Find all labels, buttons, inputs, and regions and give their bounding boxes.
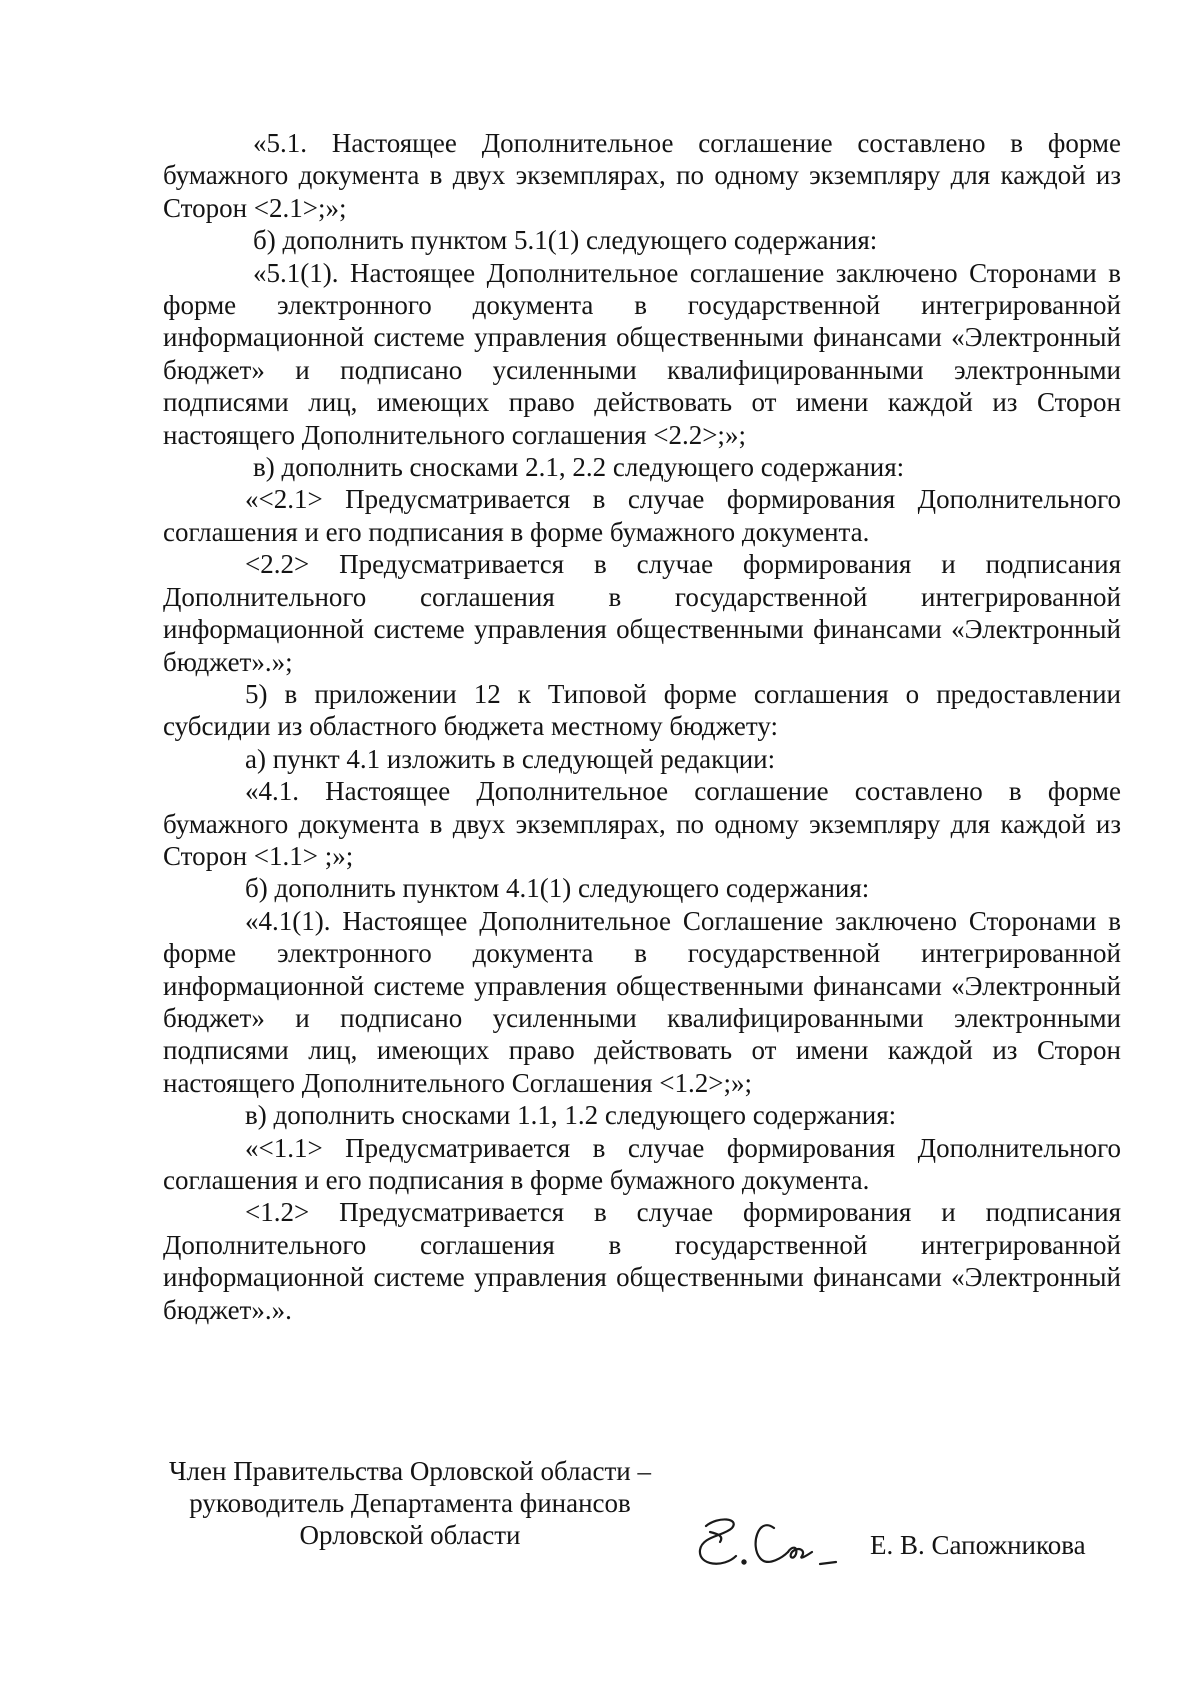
paragraph-add-footnotes-2: в) дополнить сносками 2.1, 2.2 следующего содержания: (253, 452, 905, 483)
signatory-position-line: Член Правительства Орловской области – (168, 1456, 651, 1486)
paragraph-4-1-text: «4.1. Настоящее Дополнительное соглашение составлено в форме бумажного документа в двух экземплярах, по одному экземпляру для каждой из Сторон <1.1> ;»; (163, 776, 1121, 871)
signatory-position-line: Орловской области (299, 1520, 521, 1550)
paragraph-5-1-text: «5.1. Настоящее Дополнительное соглашение составлено в форме бумажного документа в двух экземплярах, по одному экземпляру для каждой из Сторон <2.1>;»; (163, 128, 1121, 223)
paragraph-4-1-edit: а) пункт 4.1 изложить в следующей редакции: (245, 743, 776, 774)
document-body (163, 127, 1121, 1326)
footnote-2-2: <2.2> Предусматривается в случае формирования и подписания Дополнительного соглашения в государственной интегрированной информационной системе управления общественными финансами «Электронный бюджет».»; (163, 549, 1121, 677)
signatory-name: Е. В. Сапожникова (870, 1530, 1086, 1560)
signatory-position (140, 1455, 680, 1551)
paragraph-add-4-1-1: б) дополнить пунктом 4.1(1) следующего содержания: (245, 873, 870, 904)
paragraph-add-5-1-1: б) дополнить пунктом 5.1(1) следующего содержания: (253, 225, 878, 256)
paragraph-add-footnotes-1: в) дополнить сносками 1.1, 1.2 следующего содержания: (245, 1100, 897, 1131)
signatory-position-line: руководитель Департамента финансов (189, 1488, 631, 1518)
paragraph-5-1-1-text: «5.1(1). Настоящее Дополнительное соглашение заключено Сторонами в форме электронного документа в государственной интегрированной информационной системе управления общественными финансами «Электронный бюджет» и подписано усиленными квалифицированными электронными подписями лиц, имеющих право действовать от имени каждой из Сторон настоящего Дополнительного соглашения <2.2>;»; (163, 257, 1121, 450)
handwritten-signature (688, 1506, 848, 1578)
footnote-1-2: <1.2> Предусматривается в случае формирования и подписания Дополнительного соглашения в государственной интегрированной информационной системе управления общественными финансами «Электронный бюджет».». (163, 1197, 1121, 1325)
footnote-1-1: «<1.1> Предусматривается в случае формирования Дополнительного соглашения и его подписания в форме бумажного документа. (163, 1132, 1121, 1195)
paragraph-4-1-1-text: «4.1(1). Настоящее Дополнительное Соглашение заключено Сторонами в форме электронного документа в государственной интегрированной информационной системе управления общественными финансами «Электронный бюджет» и подписано усиленными квалифицированными электронными подписями лиц, имеющих право действовать от имени каждой из Сторон настоящего Дополнительного Соглашения <1.2>;»; (163, 905, 1121, 1098)
paragraph-appendix-12: 5) в приложении 12 к Типовой форме соглашения о предоставлении субсидии из областного бюджета местному бюджету: (163, 678, 1121, 742)
footnote-2-1: «<2.1> Предусматривается в случае формирования Дополнительного соглашения и его подписания в форме бумажного документа. (163, 484, 1121, 547)
